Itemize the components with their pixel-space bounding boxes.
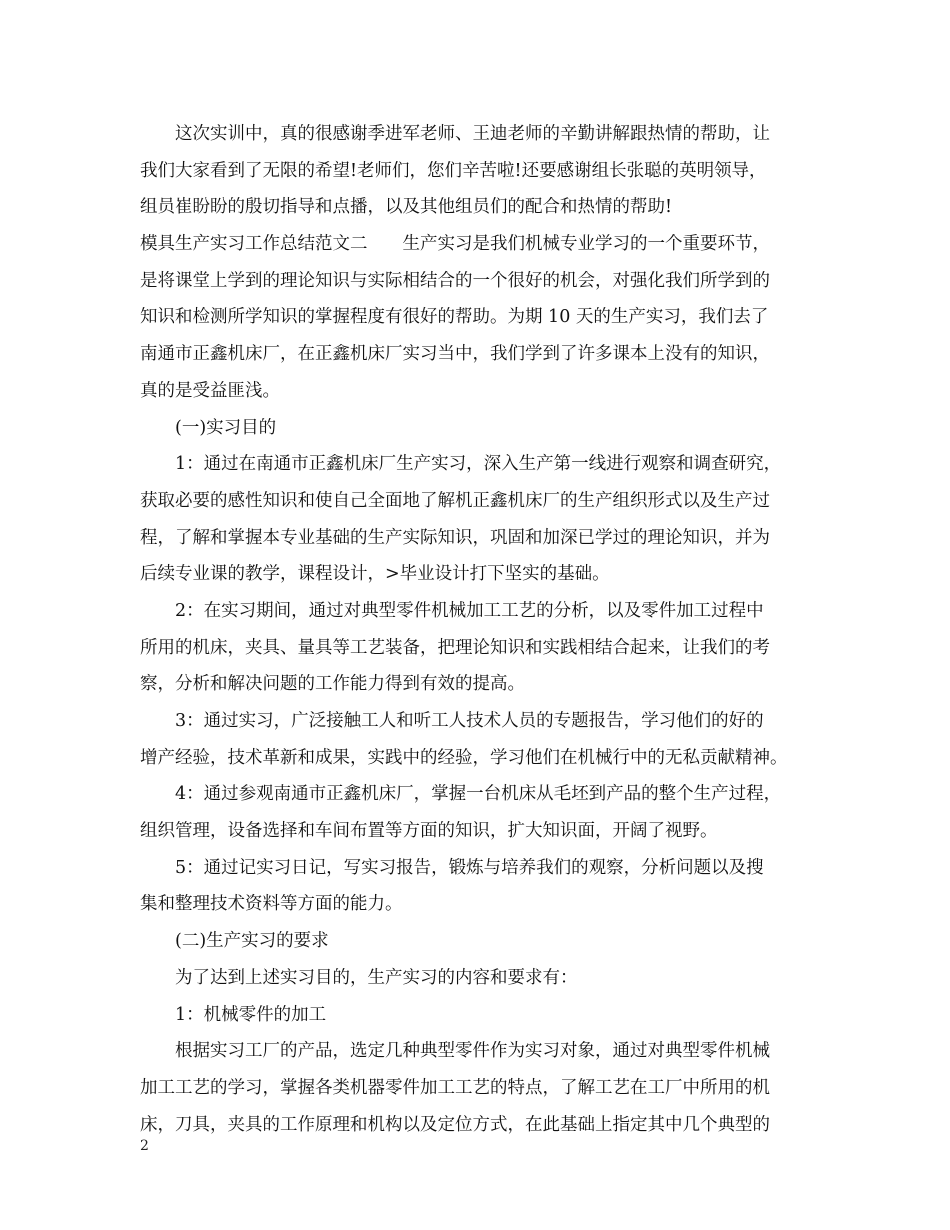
text-line: 模具生产实习工作总结范文二 生产实习是我们机械专业学习的一个重要环节， <box>140 234 770 255</box>
text-line: 组员崔盼盼的殷切指导和点播，以及其他组员们的配合和热情的帮助! <box>140 197 673 218</box>
text-line: 集和整理技术资料等方面的能力。 <box>140 894 403 915</box>
text-line: 真的是受益匪浅。 <box>140 380 280 401</box>
text-line: 程，了解和掌握本专业基础的生产实际知识，巩固和加深已学过的理论知识，并为 <box>140 527 770 548</box>
text-line: 增产经验，技术革新和成果，实践中的经验，学习他们在机械行中的无私贡献精神。 <box>140 747 788 768</box>
text-line: 组织管理，设备选择和车间布置等方面的知识，扩大知识面，开阔了视野。 <box>140 821 718 842</box>
text-line: 加工工艺的学习，掌握各类机器零件加工工艺的特点，了解工艺在工厂中所用的机 <box>140 1077 770 1098</box>
text-line: 3：通过实习，广泛接触工人和听工人技术人员的专题报告，学习他们的好的 <box>175 711 764 731</box>
subsection-heading: 1：机械零件的加工 <box>175 1004 327 1025</box>
text-line: 是将课堂上学到的理论知识与实际相结合的一个很好的机会，对强化我们所学到的 <box>140 270 770 291</box>
text-line: 察，分析和解决问题的工作能力得到有效的提高。 <box>140 674 525 695</box>
text-line: 5：通过记实习日记，写实习报告，锻炼与培养我们的观察，分析问题以及搜 <box>175 857 764 878</box>
text-line: 4：通过参观南通市正鑫机床厂，掌握一台机床从毛坯到产品的整个生产过程， <box>175 784 782 805</box>
text-line: 床，刀具，夹具的工作原理和机构以及定位方式，在此基础上指定其中几个典型的 <box>140 1114 770 1135</box>
page-number: 2 <box>140 1138 149 1154</box>
text-line: 1：通过在南通市正鑫机床厂生产实习，深入生产第一线进行观察和调查研究， <box>175 454 782 475</box>
text-line: 获取必要的感性知识和使自己全面地了解机正鑫机床厂的生产组织形式以及生产过 <box>140 490 770 511</box>
text-line: 南通市正鑫机床厂，在正鑫机床厂实习当中，我们学到了许多课本上没有的知识， <box>140 344 770 365</box>
text-line: 2：在实习期间，通过对典型零件机械加工工艺的分析，以及零件加工过程中 <box>175 600 764 621</box>
text-line: 后续专业课的教学，课程设计，>毕业设计打下坚实的基础。 <box>140 564 610 585</box>
section-heading: (一)实习目的 <box>175 417 277 438</box>
text-line: 这次实训中，真的很感谢季进军老师、王迪老师的辛勤讲解跟热情的帮助，让 <box>175 124 770 144</box>
text-line: 所用的机床，夹具、量具等工艺装备，把理论知识和实践相结合起来，让我们的考 <box>140 637 770 658</box>
text-line: 我们大家看到了无限的希望!老师们，您们辛苦啦!还要感谢组长张聪的英明领导， <box>140 160 767 181</box>
section-heading: (二)生产实习的要求 <box>175 931 329 952</box>
document-body <box>140 116 825 1143</box>
text-line: 根据实习工厂的产品，选定几种典型零件作为实习对象，通过对典型零件机械 <box>175 1041 770 1062</box>
text-line: 为了达到上述实习目的，生产实习的内容和要求有： <box>175 967 578 988</box>
text-line: 知识和检测所学知识的掌握程度有很好的帮助。为期 10 天的生产实习，我们去了 <box>140 307 769 328</box>
